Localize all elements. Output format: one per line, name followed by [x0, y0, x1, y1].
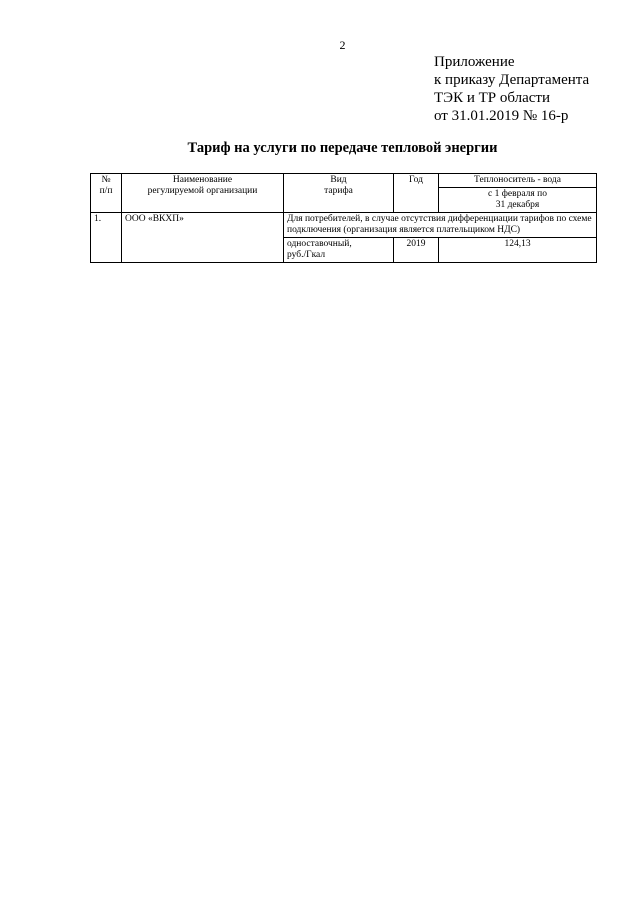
header-organization: Наименование регулируемой организации [122, 174, 284, 213]
row-number: 1. [91, 213, 122, 263]
tariff-table [90, 173, 597, 263]
row-tariff-type: одноставочный, руб./Гкал [284, 238, 394, 263]
appendix-block [434, 53, 589, 125]
appendix-line-2: к приказу Департамента [434, 72, 590, 88]
appendix-line-1: Приложение [434, 54, 515, 70]
document-title: Тариф на услуги по передаче тепловой энергии [187, 140, 498, 156]
appendix-line-3: ТЭК и ТР области [434, 90, 550, 106]
header-tariff-type: Вид тарифа [284, 174, 394, 213]
table-row [91, 213, 597, 238]
header-period: с 1 февраля по 31 декабря [439, 188, 597, 213]
page-number: 2 [339, 38, 346, 52]
row-consumers-note: Для потребителей, в случае отсутствия дифференциации тарифов по схеме подключения (организация является плательщиком НДС) [284, 213, 597, 238]
row-year: 2019 [394, 238, 439, 263]
row-value: 124,13 [439, 238, 597, 263]
header-number: № п/п [91, 174, 122, 213]
row-organization: ООО «ВКХП» [122, 213, 284, 263]
appendix-line-4: от 31.01.2019 № 16-р [434, 108, 569, 124]
header-year: Год [394, 174, 439, 213]
table-header-row [91, 174, 597, 188]
header-carrier: Теплоноситель - вода [439, 174, 597, 188]
